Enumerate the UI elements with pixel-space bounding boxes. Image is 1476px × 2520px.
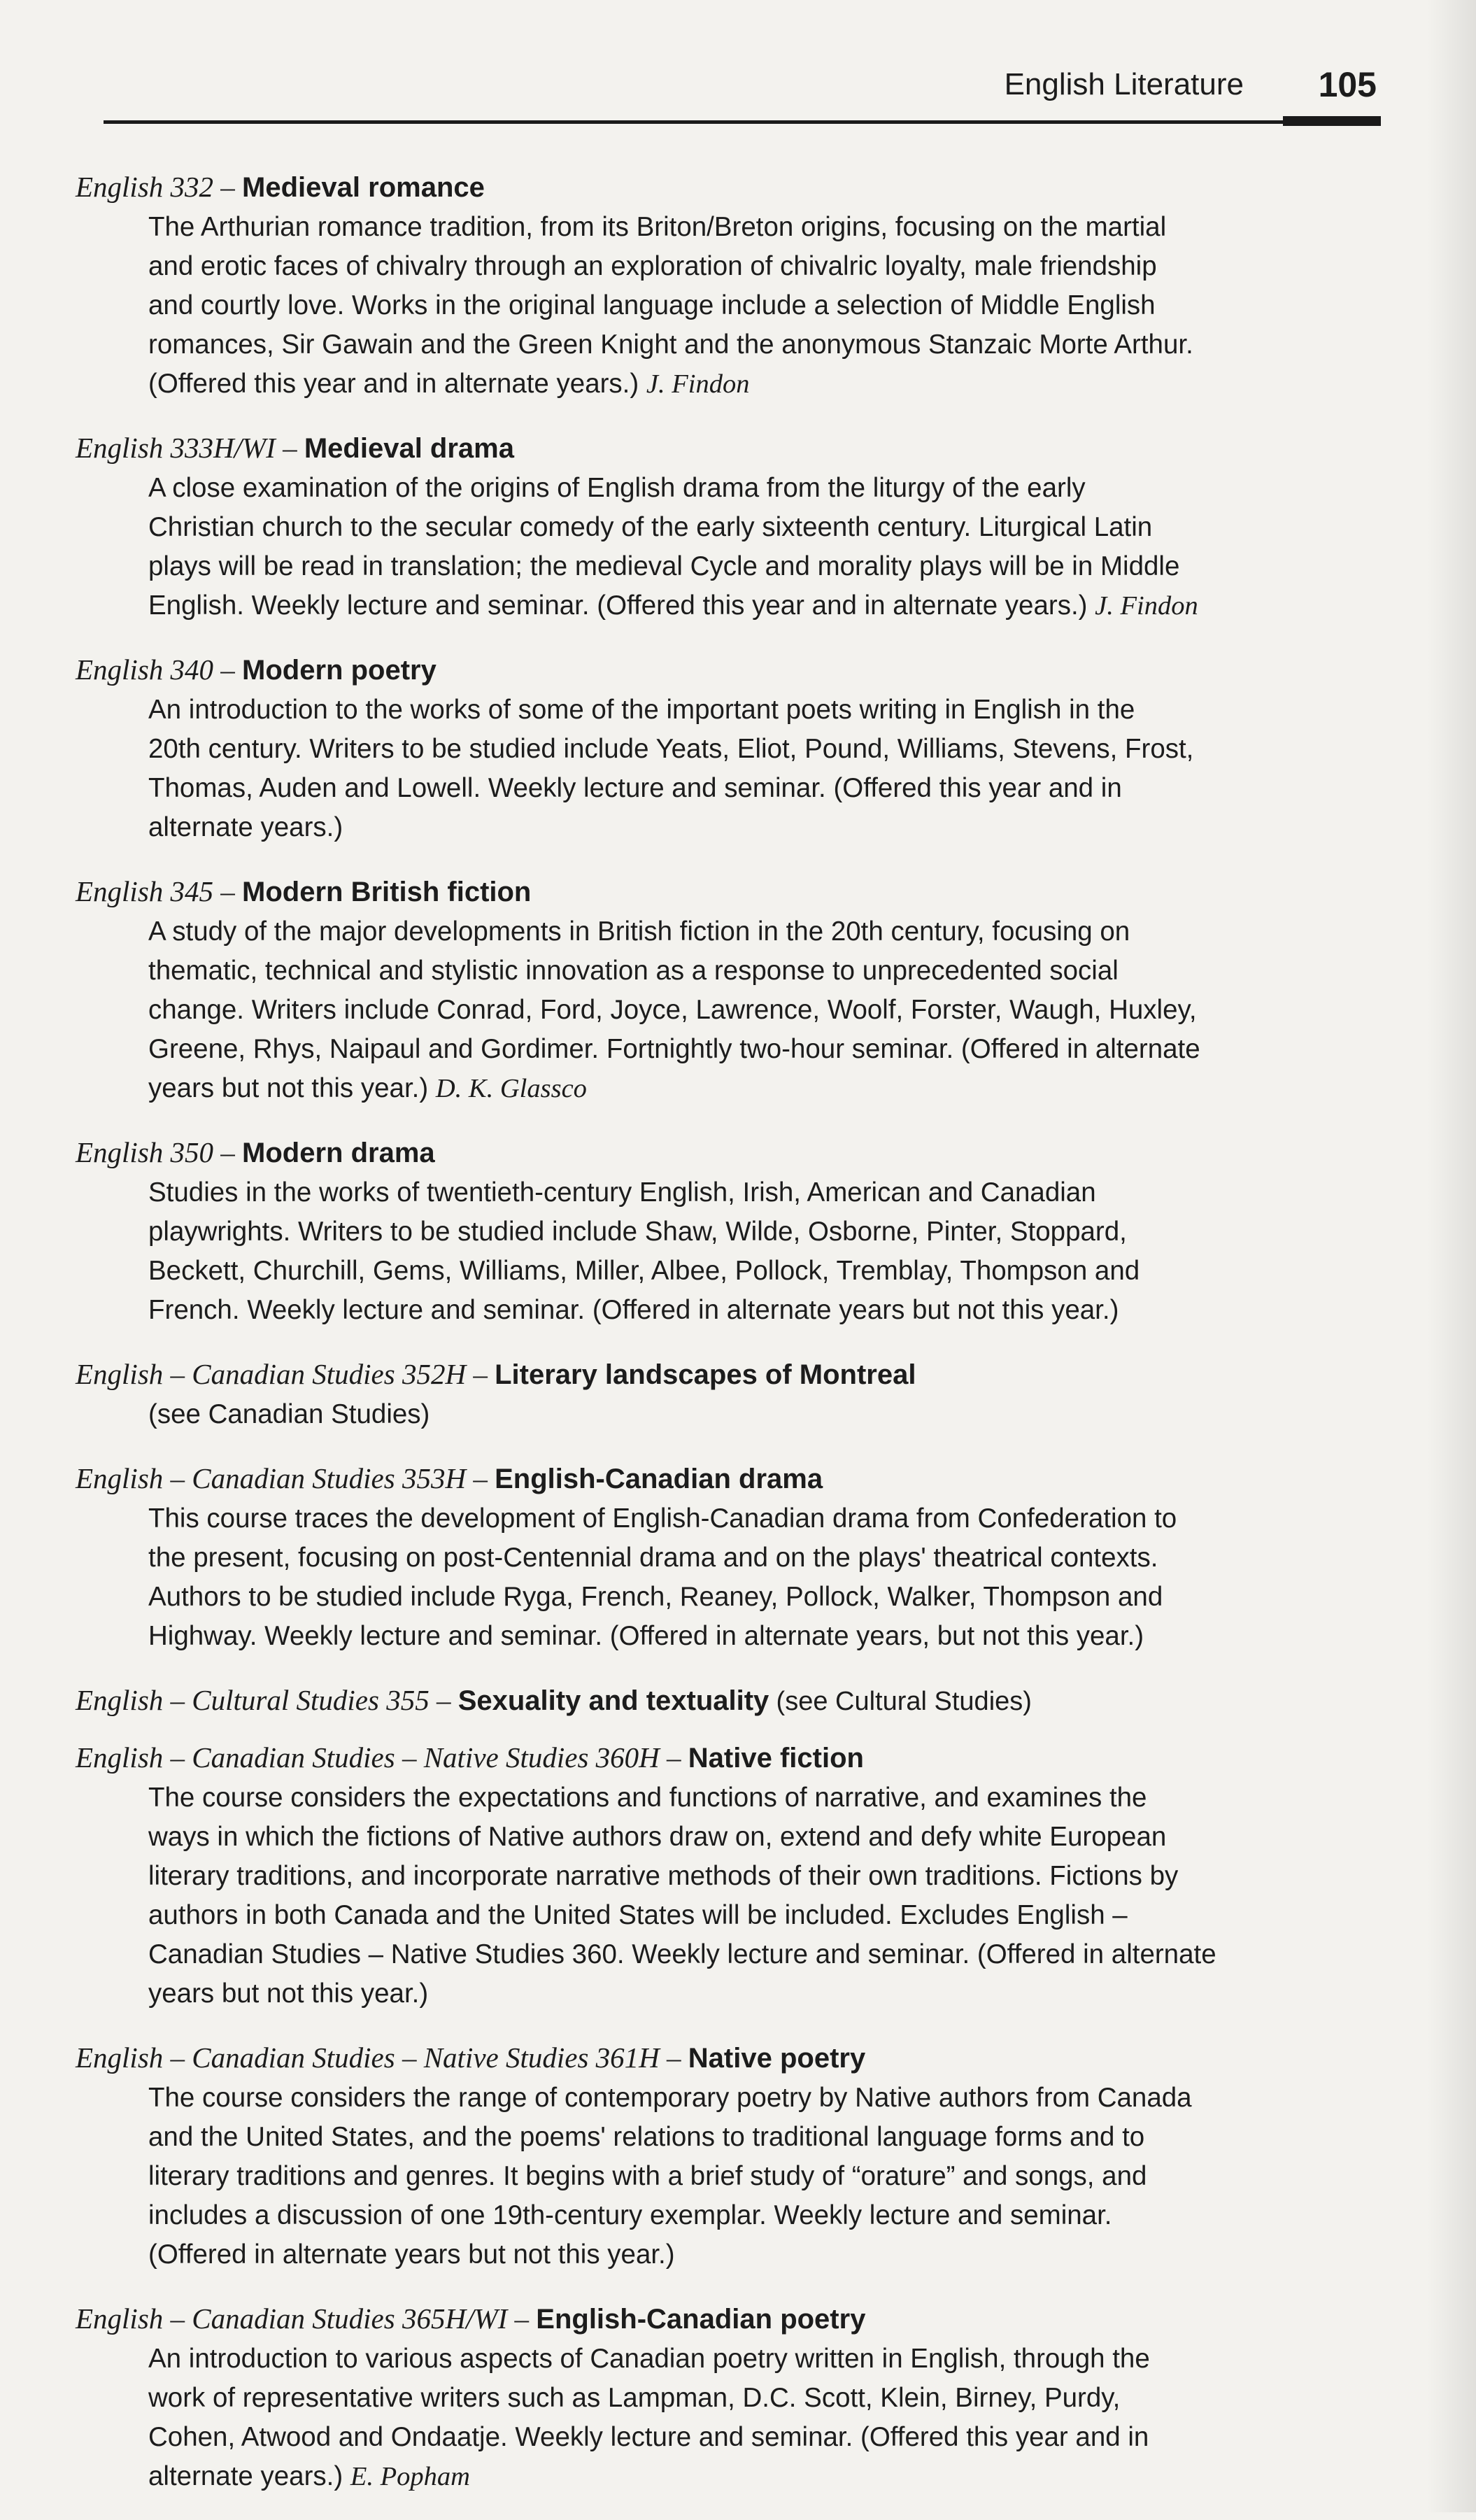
course-code: English 333H/WI [76, 432, 276, 464]
instructor-name: D. K. Glassco [435, 1074, 587, 1103]
course-entry [76, 871, 1391, 1108]
course-description [148, 1173, 1393, 1330]
course-entry [76, 1354, 1391, 1434]
heading-dash: – [220, 875, 235, 907]
description-text: The course considers the range of contemporary poetry by Native authors from Canada and the United States, and the poems' relations to traditional language forms and to literary traditions and genres. It begins with a brief study of “orature” and songs, and includes a discussion of one 19th-century exemplar. Weekly lecture and seminar. (Offered in alternate years but not this year.) [148, 2083, 1192, 2270]
course-heading [76, 427, 1391, 469]
page-number: 105 [1318, 65, 1377, 104]
course-title: Native fiction [688, 1743, 864, 1774]
course-heading [76, 167, 1391, 208]
course-code: English 345 [76, 875, 214, 907]
course-entry [76, 2298, 1391, 2496]
course-code: English 332 [76, 171, 214, 203]
course-heading [76, 1132, 1391, 1173]
course-code: English – Canadian Studies – Native Studies 361H [76, 2041, 660, 2074]
course-description [148, 208, 1393, 404]
description-text: An introduction to the works of some of the important poets writing in English in the 20th century. Writers to be studied include Yeats, Eliot, Pound, Williams, Stevens, Frost, Thomas, Auden and Lowell. Weekly lecture and seminar. (Offered this year and in alternate years.) [148, 695, 1194, 842]
course-title: Modern British fiction [242, 877, 532, 907]
course-heading [76, 1737, 1391, 1778]
course-heading [76, 871, 1391, 912]
course-code: English – Canadian Studies 353H [76, 1462, 467, 1494]
course-code: English – Canadian Studies – Native Studies 360H [76, 1741, 660, 1774]
course-heading [76, 1680, 1391, 1722]
heading-dash: – [220, 653, 235, 686]
course-heading [76, 2298, 1391, 2340]
course-description [148, 1395, 1393, 1434]
course-entry [76, 1458, 1391, 1656]
heading-dash: – [514, 2302, 530, 2335]
instructor-name: J. Findon [646, 369, 750, 399]
description-text: A study of the major developments in British fiction in the 20th century, focusing on thematic, technical and stylistic innovation as a response to unprecedented social change. Writers include Conrad, Ford, Joyce, Lawrence, Woolf, Forster, Waugh, Huxley, Greene, Rhys, Naipaul and Gordimer. Fortnightly two-hour seminar. (Offered in alternate years but not this year.) [148, 916, 1200, 1103]
heading-dash: – [473, 1358, 488, 1390]
description-text: Studies in the works of twentieth-century English, Irish, American and Canadian playwrights. Writers to be studied include Shaw, Wilde, Osborne, Pinter, Stoppard, Beckett, Churchill, Gems, Williams, Miller, Albee, Pollock, Tremblay, Thompson and French. Weekly lecture and seminar. (Offered in alternate years but not this year.) [148, 1177, 1140, 1325]
course-code: English – Canadian Studies 352H [76, 1358, 467, 1390]
description-text: The course considers the expectations and functions of narrative, and examines the ways in which the fictions of Native authors draw on, extend and defy white European literary traditions, and incorporate narrative methods of their own traditions. Fictions by authors in both Canada and the United States will be included. Excludes English – Canadian Studies – Native Studies 360. Weekly lecture and seminar. (Offered in alternate years but not this year.) [148, 1783, 1216, 2009]
course-title: Modern poetry [242, 655, 437, 686]
course-entry [76, 649, 1391, 847]
heading-dash: – [667, 1741, 681, 1774]
course-heading [76, 2037, 1391, 2079]
heading-dash: – [220, 171, 235, 203]
course-description [148, 912, 1393, 1108]
page-header [104, 67, 1384, 116]
course-description [148, 1778, 1393, 2013]
course-entry [76, 1680, 1391, 1722]
course-description [148, 2340, 1393, 2496]
course-title: Medieval drama [304, 433, 514, 464]
description-text: An introduction to various aspects of Canadian poetry written in English, through the work of representative writers such as Lampman, D.C. Scott, Klein, Birney, Purdy, Cohen, Atwood and Ondaatje. Weekly lecture and seminar. (Offered this year and in alternate years.) [148, 2344, 1150, 2491]
description-text: (see Canadian Studies) [148, 1399, 430, 1429]
header-rule [104, 120, 1381, 124]
description-text: This course traces the development of English-Canadian drama from Confederation to the present, focusing on post-Centennial drama and on the plays' theatrical contexts. Authors to be studied include Ryga, French, Reaney, Pollock, Walker, Thompson and Highway. Weekly lecture and seminar. (Offered in alternate years, but not this year.) [148, 1503, 1177, 1651]
course-title: Sexuality and textuality [457, 1685, 769, 1716]
course-title: Modern drama [242, 1138, 435, 1168]
course-title: English-Canadian poetry [536, 2304, 866, 2335]
course-code: English – Cultural Studies 355 [76, 1684, 430, 1716]
course-heading [76, 1458, 1391, 1499]
course-list [76, 167, 1391, 2520]
heading-dash: – [283, 432, 297, 464]
course-heading [76, 649, 1391, 691]
course-entry [76, 1132, 1391, 1330]
course-code: English 340 [76, 653, 214, 686]
course-entry [76, 427, 1391, 625]
description-text: The Arthurian romance tradition, from its Briton/Breton origins, focusing on the martial and erotic faces of chivalry through an exploration of chivalric loyalty, male friendship and courtly love. Works in the original language include a selection of Middle English romances, Sir Gawain and the Green Knight and the anonymous Stanzaic Morte Arthur. (Offered this year and in alternate years.) [148, 212, 1193, 399]
section-title: English Literature [1004, 67, 1244, 101]
course-title: Medieval romance [242, 172, 485, 203]
course-entry [76, 167, 1391, 404]
course-heading [76, 1354, 1391, 1395]
heading-dash: – [667, 2041, 681, 2074]
header-rule-accent [1283, 116, 1381, 126]
course-title: Literary landscapes of Montreal [495, 1359, 916, 1390]
heading-dash: – [220, 1136, 235, 1168]
description-text: A close examination of the origins of English drama from the liturgy of the early Christian church to the secular comedy of the early sixteenth century. Liturgical Latin plays will be read in translation; the medieval Cycle and morality plays will be in Middle English. Weekly lecture and seminar. (Offered this year and in alternate years.) [148, 473, 1180, 621]
course-code: English 350 [76, 1136, 214, 1168]
heading-dash: – [473, 1462, 488, 1494]
course-entry [76, 1737, 1391, 2013]
course-title: English-Canadian drama [495, 1464, 823, 1494]
cross-reference-note: (see Cultural Studies) [776, 1687, 1032, 1716]
course-code: English – Canadian Studies 365H/WI [76, 2302, 508, 2335]
scan-edge-shadow [1427, 0, 1476, 2512]
course-title: Native poetry [688, 2043, 866, 2074]
instructor-name: E. Popham [350, 2462, 470, 2491]
course-description [148, 691, 1393, 847]
course-description [148, 469, 1393, 625]
course-description [148, 1499, 1393, 1656]
course-description [148, 2079, 1393, 2274]
course-entry [76, 2037, 1391, 2274]
heading-dash: – [436, 1684, 451, 1716]
instructor-name: J. Findon [1095, 591, 1198, 621]
